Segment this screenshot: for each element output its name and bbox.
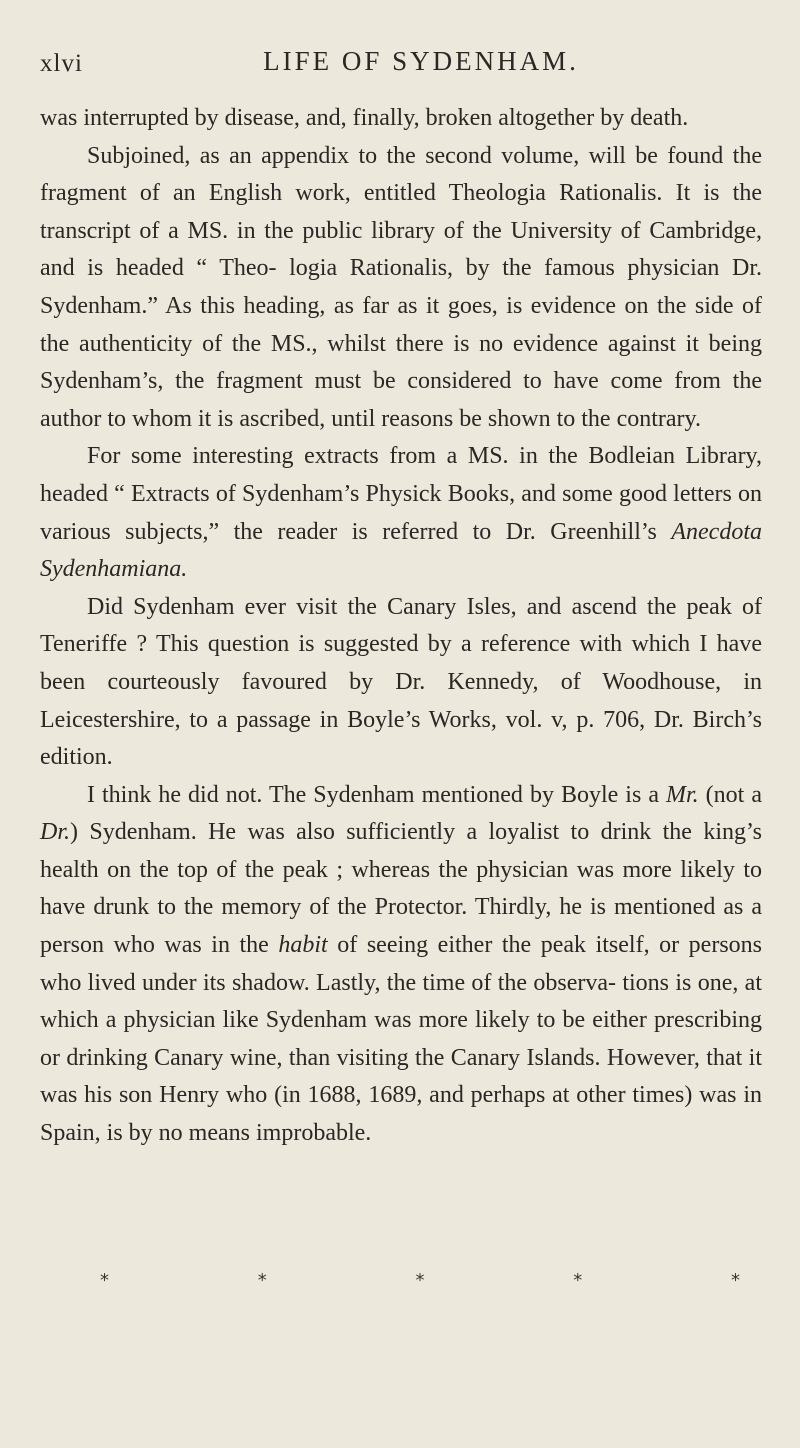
boyle-text-c: ) Sydenham. He was also sufficiently a loyalist to drink the king’s health on the top of the peak ; whereas the physician was more likely to have drunk to the memory of the Protector. Thirdly, he is mentioned as a person who was in the <box>40 819 762 959</box>
paragraph-canary-question: Did Sydenham ever visit the Canary Isles, and ascend the peak of Teneriffe ? This question is suggested by a reference with which I have been courteously favoured by Dr. Kennedy, of Woodhouse, in Leicestershire, to a passage in Boyle’s Works, vol. v, p. 706, Dr. Birch’s edition. <box>40 593 762 771</box>
star-icon: * <box>731 1270 740 1291</box>
paragraph-theologia: Subjoined, as an appendix to the second volume, will be found the fragment of an English work, entitled Theologia Rationalis. It is the transcript of a MS. in the public library of the University of Cambridge, and is headed “ Theo- logia Rationalis, by the famous physician Dr. Sydenham.” As this heading, as far as it goes, is evidence on the side of the authenticity of the MS., whilst there is no evidence against it being Sydenham’s, the fragment must be considered to have come from the author to whom it is ascribed, until reasons be shown to the contrary. <box>40 142 762 432</box>
paragraph-bodleian <box>40 438 762 588</box>
dr-italic: Dr. <box>40 819 71 846</box>
paragraph-continuation: was interrupted by disease, and, finally, broken altogether by death. <box>40 105 689 131</box>
mr-italic: Mr. <box>666 781 699 808</box>
anecdota-title: Anecdota Sydenhamiana. <box>40 518 762 583</box>
running-head <box>40 46 762 86</box>
page-number: xlvi <box>40 50 83 77</box>
body-text <box>40 100 762 1153</box>
running-title: LIFE OF SYDENHAM. <box>263 46 579 76</box>
star-icon: * <box>415 1270 425 1291</box>
paragraph-bodleian-text: For some interesting extracts from a MS. in the Bodleian Library, headed “ Extracts of Sydenham’s Physick Books, and some good letters on various subjects,” the reader is referred to Dr. Greenhill’s <box>40 443 762 545</box>
star-icon: * <box>573 1270 583 1291</box>
boyle-text-d: of seeing either the peak itself, or persons who lived under its shadow. Lastly, the time of the observa- tions is one, at which a physician like Sydenham was more likely to be either prescribing or drinking Canary wine, than visiting the Canary Islands. However, that it was his son Henry who (in 1688, 1689, and perhaps at other times) was in Spain, is by no means improbable. <box>40 932 762 1147</box>
boyle-text-b: (not a <box>698 781 763 808</box>
boyle-text-a: I think he did not. The Sydenham mentioned by Boyle is a <box>87 781 666 808</box>
paragraph-boyle <box>40 777 762 1153</box>
habit-italic: habit <box>278 932 328 959</box>
star-icon: * <box>100 1270 109 1291</box>
star-icon: * <box>257 1270 267 1291</box>
section-break-stars <box>100 1270 740 1291</box>
